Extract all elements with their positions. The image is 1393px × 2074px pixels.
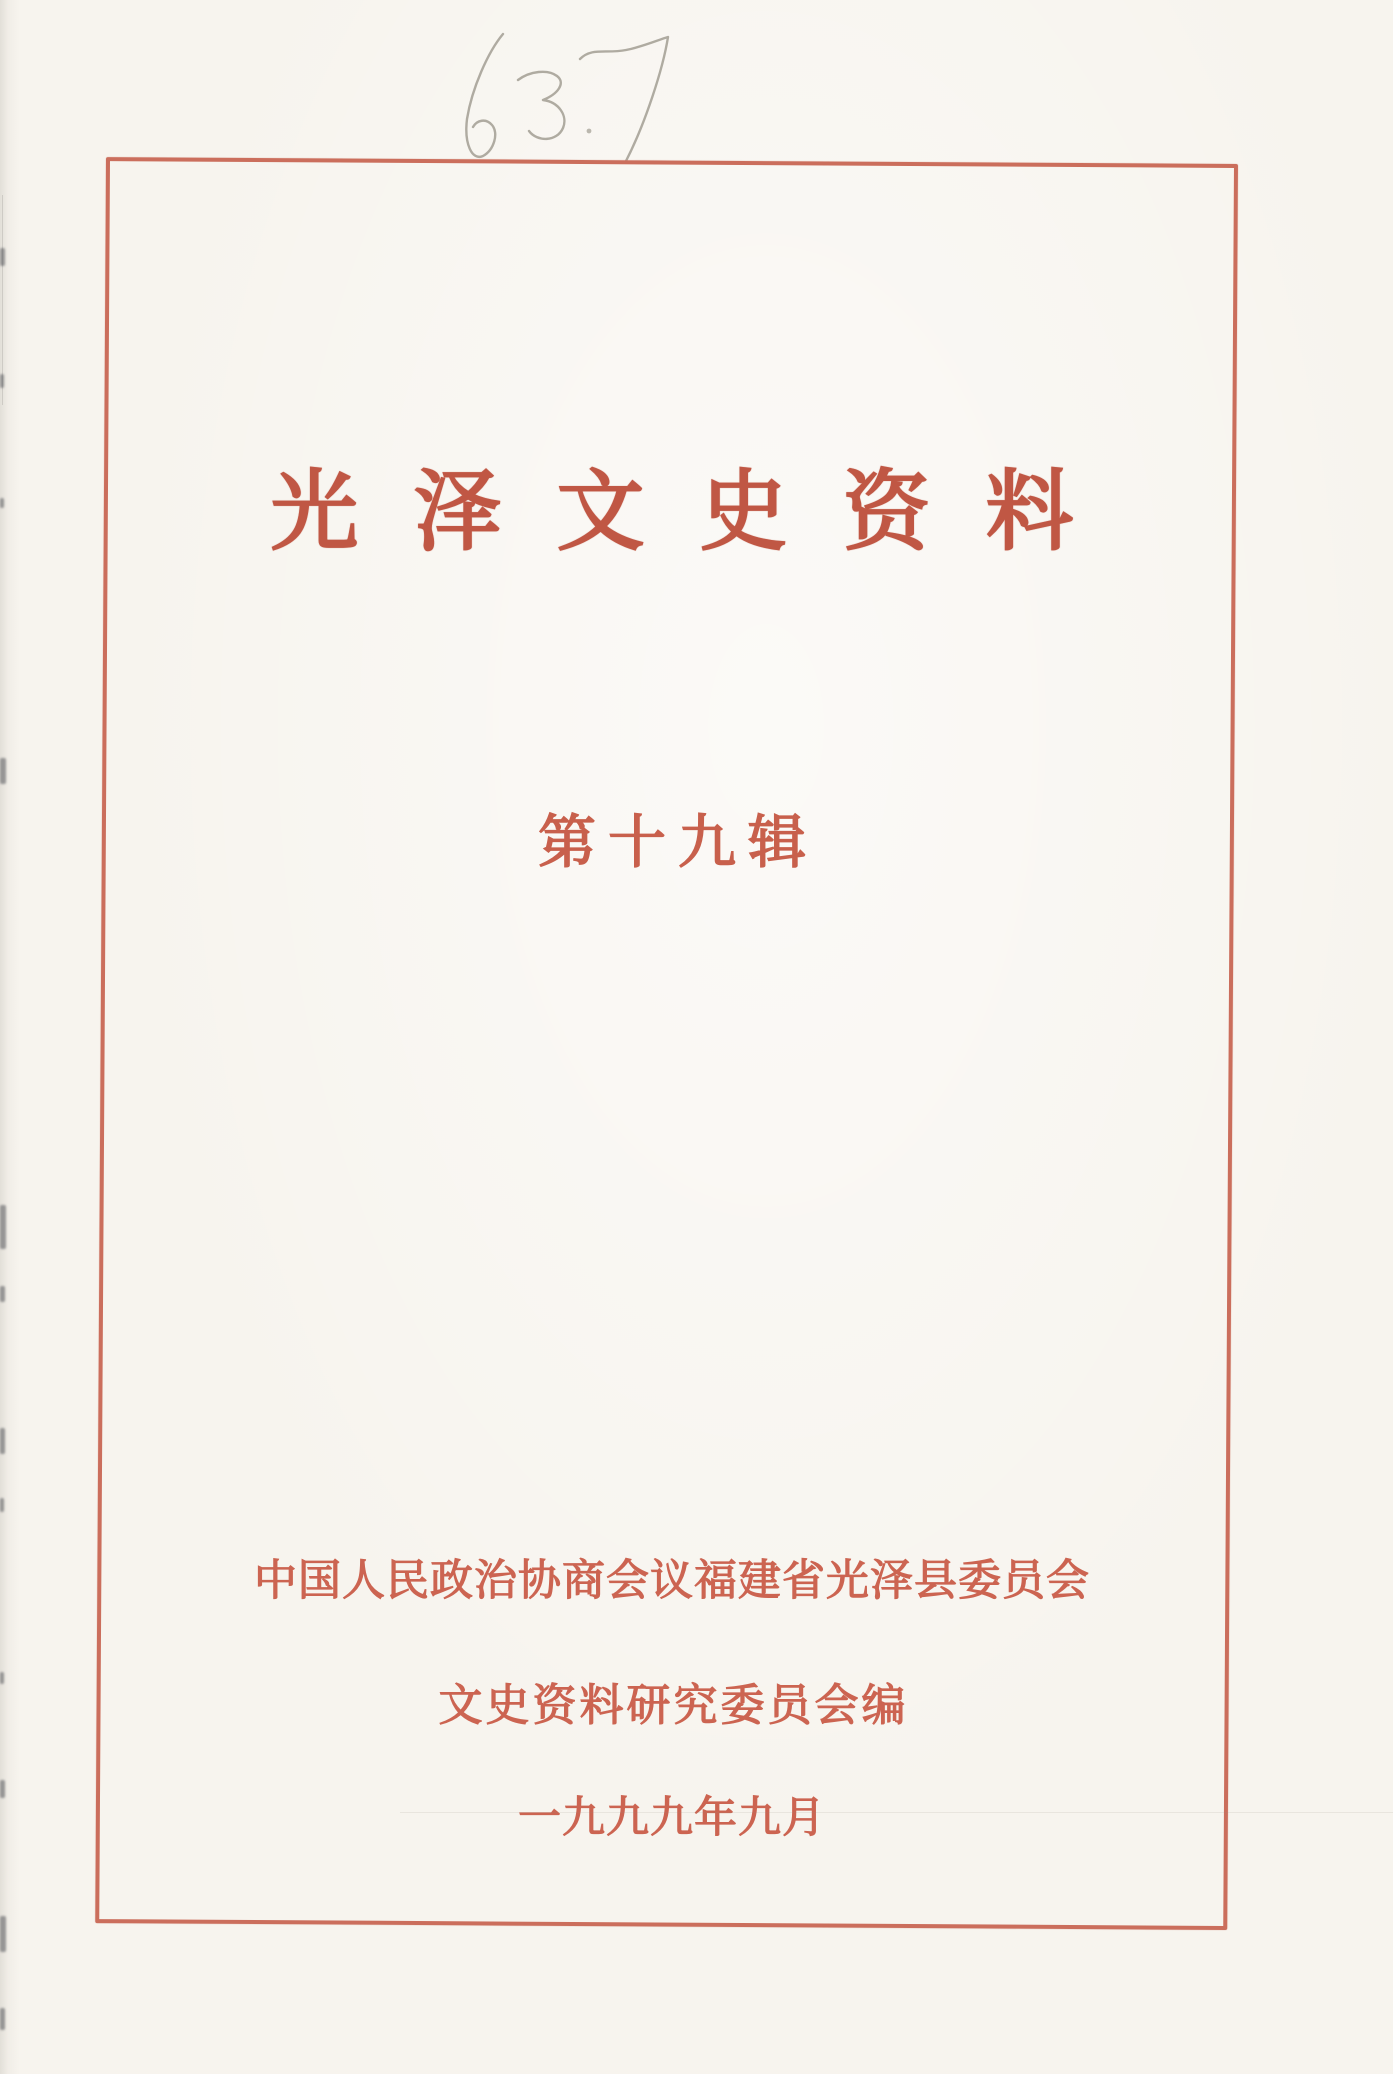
publisher-line-2: 文史资料研究委员会编 <box>438 1681 909 1730</box>
scan-smudge <box>0 1205 6 1249</box>
scan-smudge <box>0 2008 5 2030</box>
scan-smudge <box>0 1672 4 1684</box>
scan-smudge <box>0 374 4 388</box>
book-title: 光泽文史资料 <box>270 465 1129 562</box>
scan-smudge <box>0 1428 5 1454</box>
scan-smudge <box>0 1498 4 1512</box>
scan-smudge <box>0 248 5 266</box>
volume-label: 第十九辑 <box>537 810 818 875</box>
scan-smudge <box>0 1780 5 1798</box>
publisher-line-1: 中国人民政治协商会议福建省光泽县委员会 <box>254 1558 1090 1605</box>
publication-date: 一九九九年九月 <box>518 1795 826 1842</box>
paper-crease <box>400 1812 1393 1813</box>
scan-smudge <box>0 1286 5 1302</box>
cover-content <box>106 0 1238 2074</box>
scan-smudge <box>0 498 4 508</box>
scan-smudge <box>0 1916 6 1952</box>
scan-smudge <box>0 758 6 784</box>
